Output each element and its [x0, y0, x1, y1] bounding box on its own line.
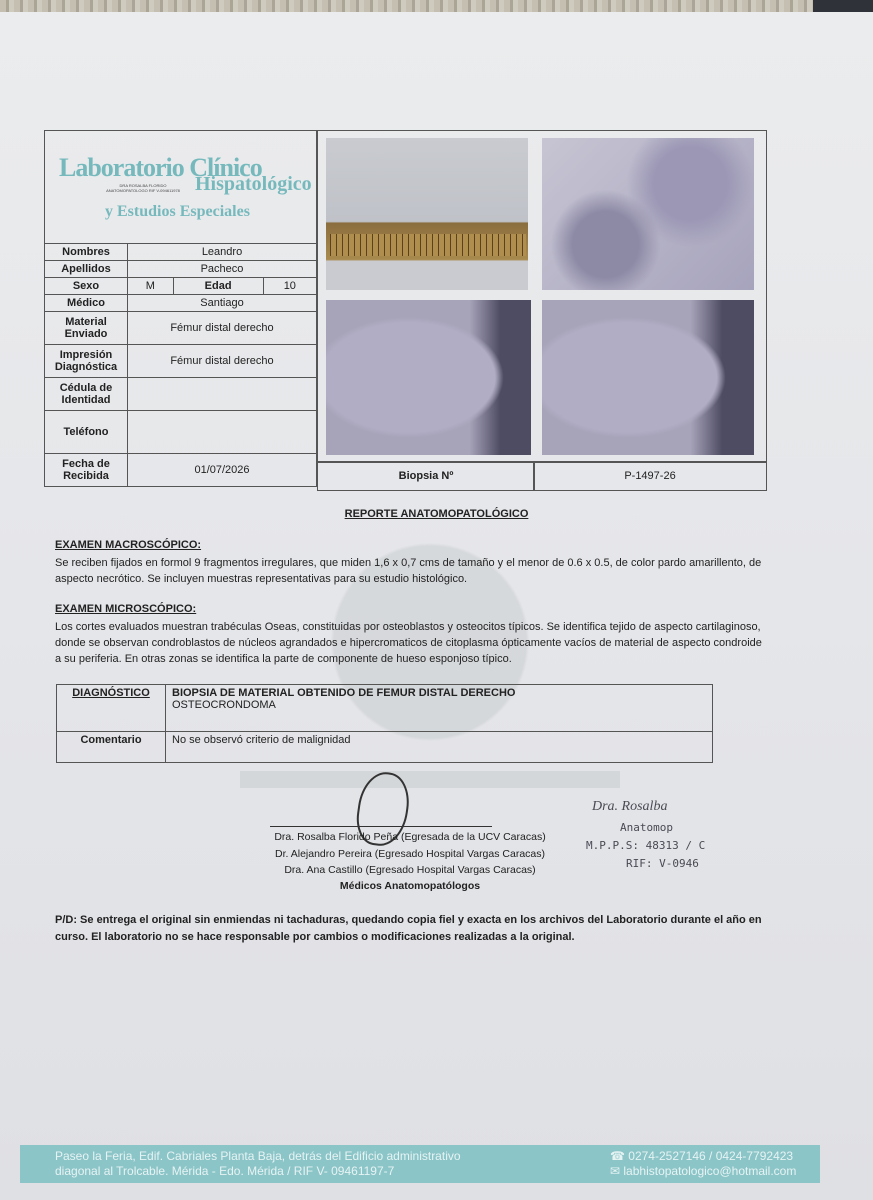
telefono-value	[128, 411, 317, 454]
fecha-value: 01/07/2026	[128, 454, 317, 487]
disclaimer: P/D: Se entrega el original sin enmiendas ni tachaduras, quedando copia fiel y exacta en los archivos del Laboratorio durante el año en curso. El laboratorio no se hace responsable por cambios o modificaciones realizadas a la original.	[55, 914, 762, 943]
impresion-label: Impresión Diagnóstica	[45, 345, 128, 378]
cedula-label: Cédula de Identidad	[45, 378, 128, 411]
footer-bar	[20, 1145, 820, 1183]
phone-icon: ☎	[610, 1149, 629, 1163]
email-icon: ✉	[610, 1164, 624, 1178]
doctor-2: Dr. Alejandro Pereira (Egresado Hospital Vargas Caracas)	[274, 848, 546, 860]
material-value: Fémur distal derecho	[128, 312, 317, 345]
comment-value: No se observó criterio de malignidad	[166, 732, 713, 763]
doctor-3: Dra. Ana Castillo (Egresado Hospital Vargas Caracas)	[284, 864, 536, 876]
logo-sub: DRA ROSALBA FLORIDO ANATOMOPATOLOGO RIF V-094611978	[106, 183, 180, 193]
telefono-label: Teléfono	[45, 411, 128, 454]
footer-phone: 0274-2527146 / 0424-7792423	[628, 1149, 794, 1163]
signature-line	[270, 826, 492, 827]
logo-line3: y Estudios Especiales	[105, 203, 250, 220]
biopsia-number: P-1497-26	[533, 461, 767, 491]
diagnosis-label: DIAGNÓSTICO	[57, 685, 166, 732]
comment-label: Comentario	[57, 732, 166, 763]
logo-line2: Hispatológico	[195, 173, 312, 195]
doctor-1: Dra. Rosalba Florido Peña (Egresada de la UCV Caracas)	[274, 831, 546, 843]
signatures-group: Médicos Anatomopatólogos	[339, 880, 481, 892]
micro-heading: EXAMEN MICROSCÓPICO:	[55, 603, 197, 615]
micro-text: Los cortes evaluados muestran trabéculas Oseas, constituidas por osteoblastos y osteocitos típicos. Se identifica tejido de aspecto cartilaginoso, donde se observan condroblastos de núcleos agrandados e hipercromaticos de citoplasma ópticamente vacíos de material de aspecto condroide a su periferia. En otras zonas se identifica la parte de componente de hueso esponjoso típico.	[55, 621, 762, 665]
logo-line1: Laboratorio Clínico	[59, 153, 262, 182]
diagnosis-line1: BIOPSIA DE MATERIAL OBTENIDO DE FEMUR DISTAL DERECHO	[172, 687, 516, 699]
macro-heading: EXAMEN MACROSCÓPICO:	[55, 539, 202, 551]
edad-label: Edad	[173, 278, 263, 295]
edad-value: 10	[263, 278, 316, 295]
photo-micro-1	[542, 138, 754, 290]
medico-label: Médico	[45, 295, 128, 312]
sexo-value: M	[128, 278, 174, 295]
apellidos-label: Apellidos	[45, 261, 128, 278]
ruler	[330, 234, 526, 256]
footer-address-2: diagonal al Trolcable. Mérida - Edo. Mérida / RIF V- 09461197-7	[55, 1164, 395, 1178]
material-label: Material Enviado	[45, 312, 128, 345]
stamp-rif: RIF: V-0946	[626, 857, 699, 870]
photo-micro-3	[542, 300, 754, 455]
photo-gross-specimen	[326, 138, 528, 290]
stamp-role: Anatomop	[620, 821, 673, 834]
macro-text: Se reciben fijados en formol 9 fragmentos irregulares, que miden 1,6 x 0,7 cms de tamaño y el menor de 0.6 x 0.5, de color pardo amarillento, de aspecto necrótico. Se incluyen muestras representativas para su estudio histológico.	[55, 557, 762, 585]
fecha-label: Fecha de Recibida	[45, 454, 128, 487]
nombres-value: Leandro	[128, 244, 317, 261]
diagnosis-line2: OSTEOCRONDOMA	[172, 699, 276, 711]
apellidos-value: Pacheco	[128, 261, 317, 278]
report-title: REPORTE ANATOMOPATOLÓGICO	[344, 508, 529, 520]
sexo-label: Sexo	[45, 278, 128, 295]
photo-micro-2	[326, 300, 531, 455]
stamp-mpps: M.P.P.S: 48313 / C	[586, 839, 706, 852]
biopsia-label: Biopsia Nº	[317, 461, 535, 491]
footer-address-1: Paseo la Feria, Edif. Cabriales Planta Baja, detrás del Edificio administrativo	[55, 1149, 461, 1163]
stamp-name: Dra. Rosalba	[592, 799, 668, 814]
lab-logo	[45, 131, 317, 244]
cedula-value	[128, 378, 317, 411]
diagnosis-table	[56, 684, 713, 763]
patient-info-table	[44, 130, 317, 487]
footer-email: labhistopatologico@hotmail.com	[623, 1164, 797, 1178]
medico-value: Santiago	[128, 295, 317, 312]
nombres-label: Nombres	[45, 244, 128, 261]
impresion-value: Fémur distal derecho	[128, 345, 317, 378]
